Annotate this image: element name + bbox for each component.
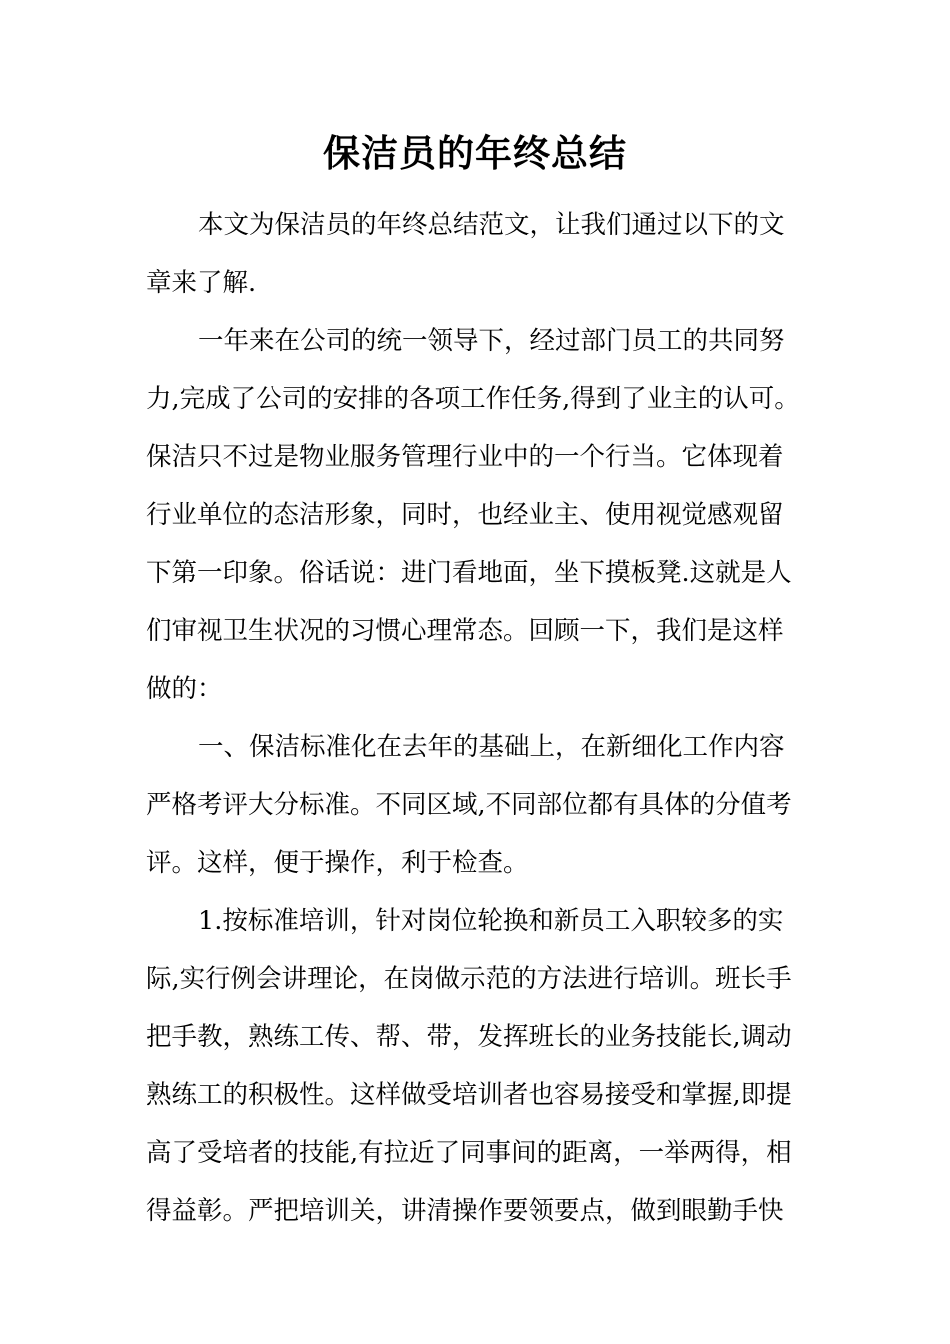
- text-line: 做的：: [146, 674, 223, 704]
- text-line: 高了受培者的技能,有拉近了同事间的距离，一举两得，相: [146, 1138, 792, 1168]
- paragraph-section-one: [146, 718, 826, 892]
- text-line: 一、保洁标准化在去年的基础上，在新细化工作内容: [198, 732, 785, 762]
- text-line: 力,完成了公司的安排的各项工作任务,得到了业主的认可。: [146, 384, 800, 414]
- text-line: 章来了解.: [146, 268, 257, 298]
- paragraph-intro: [146, 196, 826, 312]
- text-line: 严格考评大分标准。不同区域,不同部位都有具体的分值考: [146, 790, 792, 820]
- text-line: 一年来在公司的统一领导下，经过部门员工的共同努: [198, 326, 785, 356]
- document-title: 保洁员的年终总结: [323, 131, 627, 175]
- text-line: 1.按标准培训，针对岗位轮换和新员工入职较多的实: [198, 906, 784, 936]
- text-line: 行业单位的态洁形象，同时，也经业主、使用视觉感观留: [146, 500, 784, 530]
- document-body: [146, 196, 826, 1240]
- text-line: 下第一印象。俗话说：进门看地面，坐下摸板凳.这就是人: [146, 558, 792, 588]
- paragraph-overview: [146, 312, 826, 718]
- text-line: 熟练工的积极性。这样做受培训者也容易接受和掌握,即提: [146, 1080, 792, 1110]
- paragraph-training: [146, 892, 826, 1240]
- text-line: 把手教，熟练工传、帮、带，发挥班长的业务技能长,调动: [146, 1022, 792, 1052]
- text-line: 本文为保洁员的年终总结范文，让我们通过以下的文: [198, 210, 785, 240]
- text-line: 得益彰。严把培训关，讲清操作要领要点，做到眼勤手快: [146, 1196, 784, 1226]
- text-line: 保洁只不过是物业服务管理行业中的一个行当。它体现着: [146, 442, 784, 472]
- text-line: 际,实行例会讲理论，在岗做示范的方法进行培训。班长手: [146, 964, 792, 994]
- text-line: 们审视卫生状况的习惯心理常态。回顾一下，我们是这样: [146, 616, 784, 646]
- text-line: 评。这样，便于操作，利于检查。: [146, 848, 529, 878]
